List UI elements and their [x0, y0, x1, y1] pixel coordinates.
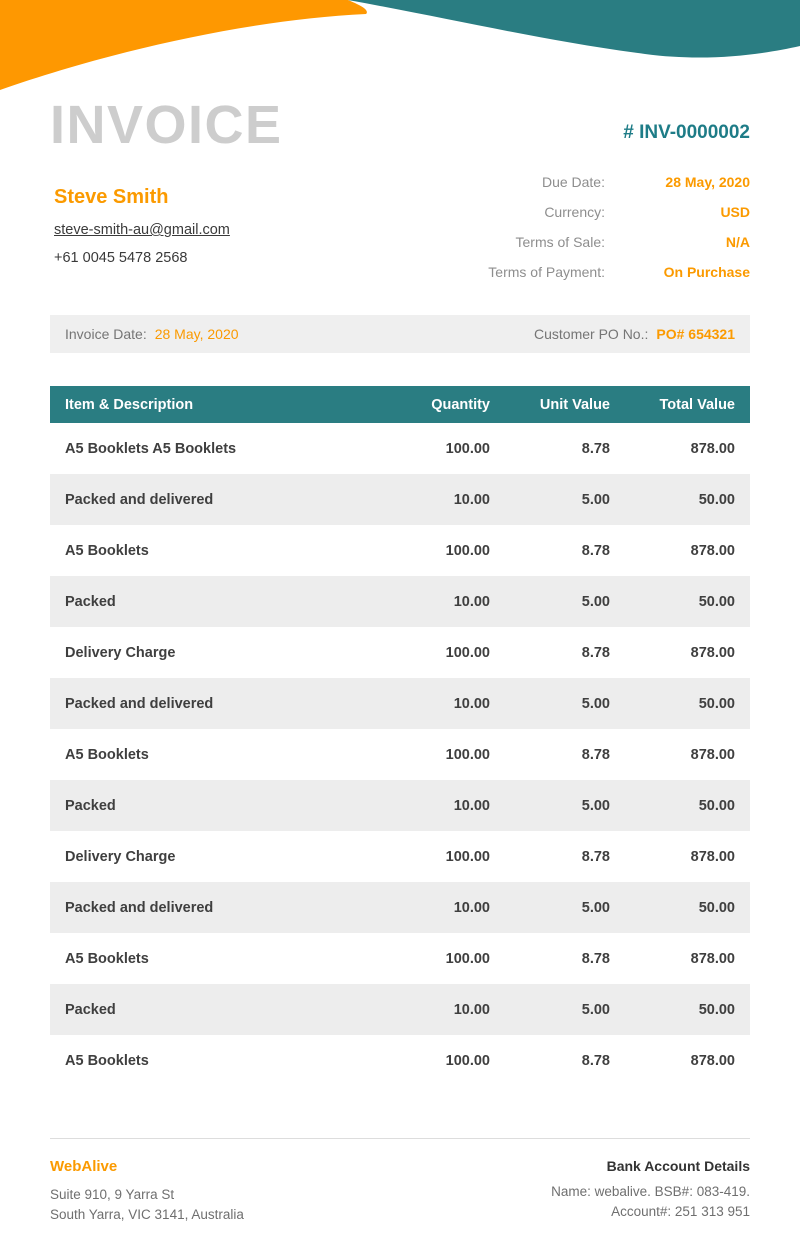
quantity-cell: 100.00 — [445, 746, 490, 763]
terms-of-payment-label: Terms of Payment: — [488, 264, 605, 280]
total-value-cell: 878.00 — [690, 1052, 735, 1069]
items-table-body — [50, 423, 750, 1086]
total-value-cell: 50.00 — [698, 899, 735, 916]
table-row — [50, 882, 750, 933]
bank-name-bsb-line: Name: webalive. BSB#: 083-419. — [551, 1184, 750, 1199]
quantity-cell: 10.00 — [453, 695, 490, 712]
item-description-cell: Packed and delivered — [65, 899, 214, 916]
currency-label: Currency: — [544, 204, 605, 220]
invoice-info-bar — [50, 315, 750, 353]
unit-value-cell: 8.78 — [581, 1052, 610, 1069]
terms-of-payment-value: On Purchase — [663, 264, 750, 280]
unit-value-cell: 5.00 — [581, 797, 610, 814]
item-description-cell: Packed — [65, 797, 116, 814]
item-description-cell: Packed and delivered — [65, 491, 214, 508]
unit-value-cell: 8.78 — [581, 746, 610, 763]
total-value-cell: 878.00 — [690, 950, 735, 967]
quantity-cell: 100.00 — [445, 950, 490, 967]
quantity-cell: 10.00 — [453, 797, 490, 814]
orange-wave-shape — [0, 0, 367, 90]
total-value-cell: 878.00 — [690, 848, 735, 865]
unit-value-cell: 8.78 — [581, 950, 610, 967]
due-date-label: Due Date: — [541, 174, 605, 190]
item-description-cell: Packed — [65, 1001, 116, 1018]
meta-row-currency — [488, 197, 750, 227]
unit-value-cell: 5.00 — [581, 899, 610, 916]
footer-divider — [50, 1138, 750, 1139]
table-row — [50, 627, 750, 678]
table-row — [50, 1035, 750, 1086]
total-value-cell: 878.00 — [690, 440, 735, 457]
column-header-quantity: Quantity — [380, 386, 490, 423]
bank-details-title: Bank Account Details — [606, 1158, 750, 1174]
item-description-cell: Delivery Charge — [65, 644, 176, 661]
terms-of-sale-label: Terms of Sale: — [515, 234, 605, 250]
table-row — [50, 933, 750, 984]
total-value-cell: 50.00 — [698, 593, 735, 610]
table-row — [50, 576, 750, 627]
bank-details-lines — [551, 1182, 750, 1222]
item-description-cell: A5 Booklets — [65, 1052, 149, 1069]
quantity-cell: 10.00 — [453, 899, 490, 916]
customer-block — [54, 186, 230, 266]
unit-value-cell: 5.00 — [581, 1001, 610, 1018]
table-row — [50, 984, 750, 1035]
item-description-cell: Delivery Charge — [65, 848, 176, 865]
item-description-cell: A5 Booklets — [65, 542, 149, 559]
quantity-cell: 100.00 — [445, 848, 490, 865]
due-date-value: 28 May, 2020 — [665, 174, 750, 190]
customer-po-label: Customer PO No.: — [534, 326, 649, 342]
meta-row-terms-of-sale — [488, 227, 750, 257]
unit-value-cell: 8.78 — [581, 644, 610, 661]
customer-phone: +61 0045 5478 2568 — [54, 250, 188, 266]
total-value-cell: 50.00 — [698, 491, 735, 508]
column-header-total-value: Total Value — [610, 386, 750, 423]
customer-po-pair — [534, 326, 735, 342]
teal-wave-shape — [348, 0, 800, 58]
company-address-line1: Suite 910, 9 Yarra St — [50, 1187, 175, 1202]
table-row — [50, 525, 750, 576]
total-value-cell: 50.00 — [698, 1001, 735, 1018]
invoice-date-label: Invoice Date: — [65, 326, 147, 342]
quantity-cell: 10.00 — [453, 491, 490, 508]
unit-value-cell: 8.78 — [581, 542, 610, 559]
customer-name: Steve Smith — [54, 186, 169, 208]
table-row — [50, 423, 750, 474]
column-header-item-description: Item & Description — [50, 386, 380, 423]
footer — [50, 1158, 750, 1225]
invoice-number: # INV-0000002 — [623, 122, 750, 143]
table-header-row — [50, 386, 750, 423]
company-name: WebAlive — [50, 1158, 118, 1175]
quantity-cell: 100.00 — [445, 644, 490, 661]
unit-value-cell: 5.00 — [581, 491, 610, 508]
item-description-cell: A5 Booklets A5 Booklets — [65, 440, 237, 457]
meta-row-due-date — [488, 167, 750, 197]
quantity-cell: 100.00 — [445, 1052, 490, 1069]
quantity-cell: 10.00 — [453, 1001, 490, 1018]
table-row — [50, 474, 750, 525]
bank-details-block — [551, 1158, 750, 1225]
total-value-cell: 878.00 — [690, 746, 735, 763]
table-row — [50, 780, 750, 831]
item-description-cell: Packed — [65, 593, 116, 610]
item-description-cell: A5 Booklets — [65, 746, 149, 763]
quantity-cell: 100.00 — [445, 542, 490, 559]
currency-value: USD — [720, 204, 750, 220]
table-row — [50, 678, 750, 729]
unit-value-cell: 5.00 — [581, 593, 610, 610]
column-header-unit-value: Unit Value — [490, 386, 610, 423]
quantity-cell: 100.00 — [445, 440, 490, 457]
item-description-cell: A5 Booklets — [65, 950, 149, 967]
total-value-cell: 878.00 — [690, 644, 735, 661]
meta-row-terms-of-payment — [488, 257, 750, 287]
unit-value-cell: 8.78 — [581, 848, 610, 865]
unit-value-cell: 5.00 — [581, 695, 610, 712]
quantity-cell: 10.00 — [453, 593, 490, 610]
invoice-date-pair — [65, 326, 239, 342]
customer-po-value: PO# 654321 — [656, 326, 735, 342]
unit-value-cell: 8.78 — [581, 440, 610, 457]
total-value-cell: 50.00 — [698, 797, 735, 814]
invoice-meta-block — [488, 167, 750, 287]
terms-of-sale-value: N/A — [725, 234, 750, 250]
customer-email-link[interactable]: steve-smith-au@gmail.com — [54, 222, 230, 238]
company-block — [50, 1158, 244, 1225]
bank-account-line: Account#: 251 313 951 — [611, 1204, 750, 1219]
invoice-date-value: 28 May, 2020 — [154, 326, 239, 342]
line-items-table — [50, 386, 750, 1086]
company-address — [50, 1185, 244, 1225]
page-title: INVOICE — [50, 95, 283, 155]
company-address-line2: South Yarra, VIC 3141, Australia — [50, 1207, 244, 1222]
total-value-cell: 50.00 — [698, 695, 735, 712]
table-row — [50, 729, 750, 780]
table-row — [50, 831, 750, 882]
header-wave-decoration — [0, 0, 800, 100]
total-value-cell: 878.00 — [690, 542, 735, 559]
item-description-cell: Packed and delivered — [65, 695, 214, 712]
